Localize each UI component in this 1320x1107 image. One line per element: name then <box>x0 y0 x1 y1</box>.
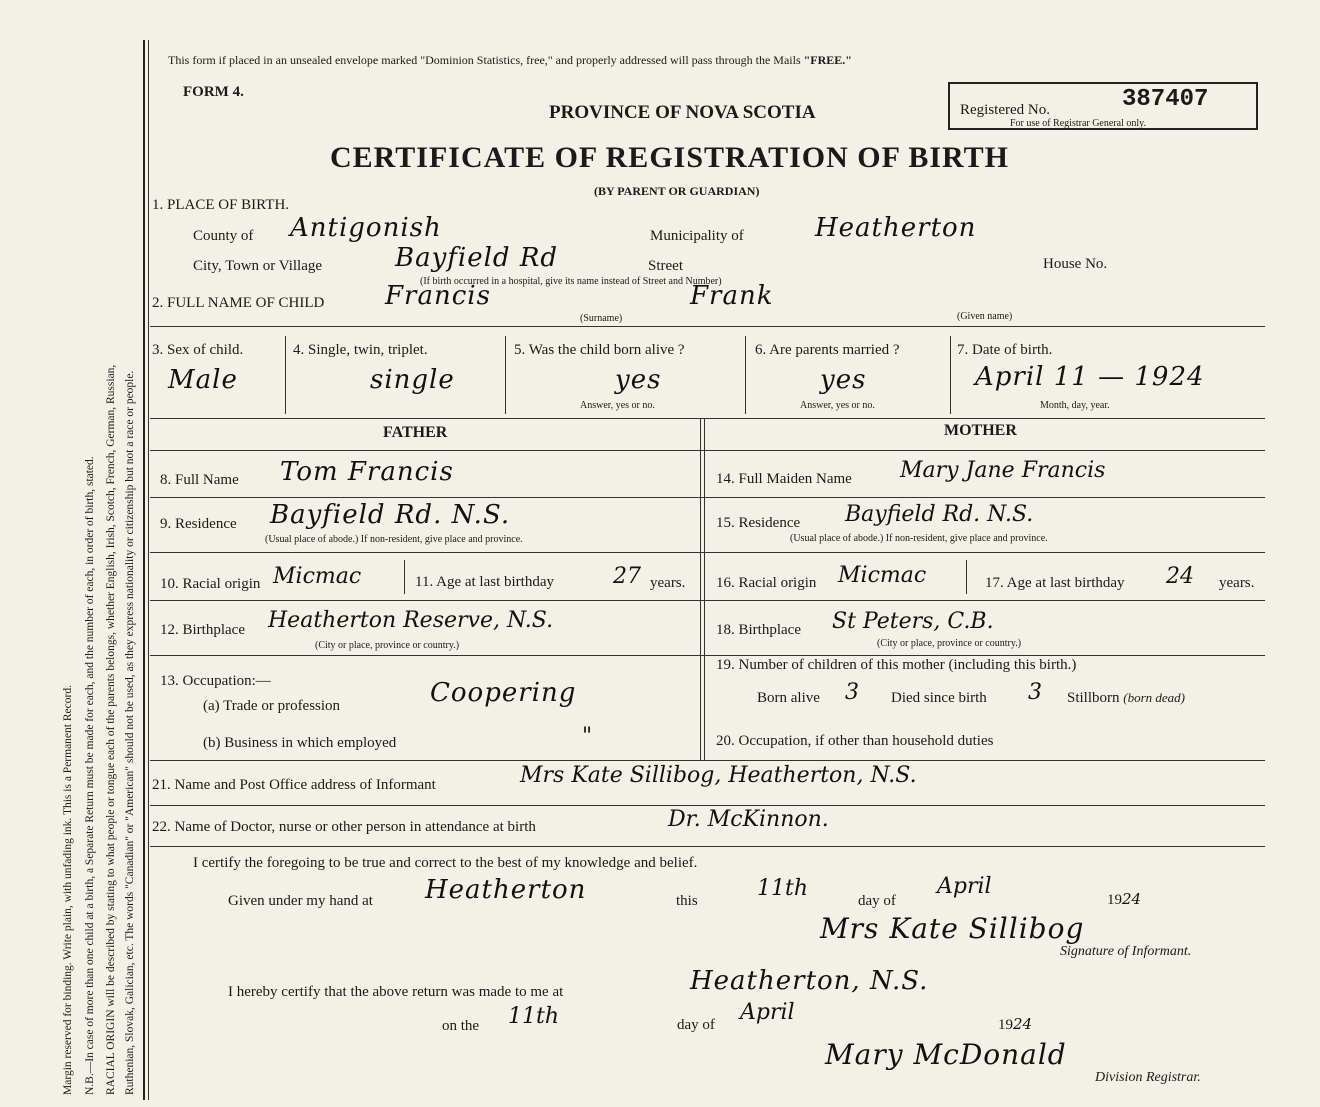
rule-row3-col4 <box>950 336 951 414</box>
stillborn-label <box>1067 690 1185 707</box>
rule-row3-col2 <box>505 336 506 414</box>
mother-birthplace-label: 18. Birthplace <box>716 622 801 638</box>
given-year <box>1107 890 1141 909</box>
city-value: Bayfield Rd <box>395 243 559 273</box>
registrar-place-value: Heatherton, N.S. <box>690 966 929 996</box>
rule-parents-row2 <box>150 497 1265 498</box>
given-year-value: 24 <box>1122 890 1142 908</box>
form-number: FORM 4. <box>183 84 244 100</box>
child-given-name-value: Frank <box>690 281 774 311</box>
born-alive-value: 3 <box>845 680 859 705</box>
registrar-month-value: April <box>740 1000 795 1025</box>
registered-number-label: Registered No. <box>960 102 1050 118</box>
rule-parents-row5 <box>150 655 1265 656</box>
mother-occupation-label: 20. Occupation, if other than household duties <box>716 733 994 749</box>
given-day-of-label: day of <box>858 893 896 909</box>
parents-married-label: 6. Are parents married ? <box>755 342 900 358</box>
mother-birthplace-value: St Peters, C.B. <box>832 609 994 634</box>
father-residence-value: Bayfield Rd. N.S. <box>270 500 511 530</box>
father-years-label: years. <box>650 575 686 591</box>
registrar-day-of-label: day of <box>677 1017 715 1033</box>
county-label: County of <box>193 228 254 244</box>
province-title: PROVINCE OF NOVA SCOTIA <box>549 102 816 123</box>
rule-doctor-top <box>150 805 1265 806</box>
mother-residence-value: Bayfield Rd. N.S. <box>845 502 1034 527</box>
municipality-label: Municipality of <box>650 228 744 244</box>
father-name-value: Tom Francis <box>280 457 454 487</box>
father-age-label: 11. Age at last birthday <box>415 574 554 590</box>
father-birthplace-value: Heatherton Reserve, N.S. <box>268 608 554 633</box>
certificate-subtitle: (BY PARENT OR GUARDIAN) <box>594 184 760 198</box>
registered-number-box <box>948 82 1258 130</box>
father-birthplace-label: 12. Birthplace <box>160 622 245 638</box>
sex-label: 3. Sex of child. <box>152 342 244 358</box>
mother-residence-label: 15. Residence <box>716 515 801 531</box>
given-month-value: April <box>937 874 992 899</box>
single-label: 4. Single, twin, triplet. <box>293 342 428 358</box>
left-border-line-inner <box>148 40 149 1100</box>
informant-signature-label: Signature of Informant. <box>1060 944 1192 959</box>
rule-parents-row4 <box>150 600 1265 601</box>
informant-label: 21. Name and Post Office address of Informant <box>152 777 436 793</box>
margin-note-3: RACIAL ORIGIN will be described by stating to what people or tongue each of the parents belongs, whether English, Irish, Scotch, French, German, Russian, <box>105 364 117 1095</box>
registrar-year-prefix: 19 <box>998 1017 1013 1033</box>
registrar-signature: Mary McDonald <box>825 1038 1067 1071</box>
rule-mother-age-divider <box>966 560 967 594</box>
given-year-prefix: 19 <box>1107 892 1122 908</box>
mother-maiden-name-value: Mary Jane Francis <box>900 458 1106 483</box>
margin-note-2: N.B.—In case of more than one child at a birth, a Separate Return must be made for each, and the number of each, in order of birth, stated. <box>84 456 96 1095</box>
born-alive-answer: yes <box>615 365 662 395</box>
rule-row3-col3 <box>745 336 746 414</box>
registrar-year-value: 24 <box>1013 1015 1033 1033</box>
rule-certify-top <box>150 846 1265 847</box>
mother-maiden-name-label: 14. Full Maiden Name <box>716 471 852 487</box>
street-label: Street <box>648 258 683 274</box>
date-of-birth-label: 7. Date of birth. <box>957 342 1053 358</box>
given-name-note: (Given name) <box>957 311 1013 322</box>
father-name-label: 8. Full Name <box>160 472 239 488</box>
registrar-on-the-label: on the <box>442 1018 480 1034</box>
place-of-birth-heading: 1. PLACE OF BIRTH. <box>152 197 290 213</box>
rule-parents-top <box>150 418 1265 419</box>
father-trade-label: (a) Trade or profession <box>203 698 341 714</box>
given-this-label: this <box>676 893 698 909</box>
father-birthplace-note: (City or place, province or country.) <box>315 640 460 651</box>
father-business-label: (b) Business in which employed <box>203 735 397 751</box>
parents-married-note: Answer, yes or no. <box>800 400 875 411</box>
born-alive-question-label: 5. Was the child born alive ? <box>514 342 685 358</box>
father-trade-value: Coopering <box>430 678 577 708</box>
sex-value: Male <box>168 365 238 395</box>
date-of-birth-note: Month, day, year. <box>1040 400 1110 411</box>
born-alive-label: Born alive <box>757 690 820 706</box>
parents-married-answer: yes <box>820 365 867 395</box>
father-residence-label: 9. Residence <box>160 516 237 532</box>
mother-years-label: years. <box>1219 575 1255 591</box>
child-name-label: 2. FULL NAME OF CHILD <box>152 295 325 311</box>
left-border-line <box>143 40 145 1100</box>
given-day-value: 11th <box>757 876 809 901</box>
county-value: Antigonish <box>290 213 442 243</box>
house-number-label: House No. <box>1043 256 1108 272</box>
registered-number-note: For use of Registrar General only. <box>1010 118 1146 129</box>
registrar-statement: I hereby certify that the above return was made to me at <box>228 984 564 1000</box>
born-alive-note: Answer, yes or no. <box>580 400 655 411</box>
street-note: (If birth occurred in a hospital, give its name instead of Street and Number) <box>420 276 722 287</box>
father-residence-note: (Usual place of abode.) If non-resident, give place and province. <box>265 534 523 545</box>
rule-informant-top <box>150 760 1265 761</box>
rule-parents-divider <box>700 418 705 760</box>
died-since-birth-label: Died since birth <box>891 690 987 706</box>
registrar-signature-label: Division Registrar. <box>1095 1070 1201 1085</box>
informant-signature: Mrs Kate Sillibog <box>820 912 1085 945</box>
mother-heading: MOTHER <box>944 422 1017 439</box>
registered-number-value: 387407 <box>1122 86 1209 113</box>
mail-note: This form if placed in an unsealed envelope marked "Dominion Statistics, free," and properly addressed will pass through the Mails "FREE." <box>168 53 852 67</box>
informant-value: Mrs Kate Sillibog, Heatherton, N.S. <box>520 763 917 788</box>
mother-residence-note: (Usual place of abode.) If non-resident, give place and province. <box>790 533 1048 544</box>
surname-note: (Surname) <box>580 313 623 324</box>
stillborn-label-text: Stillborn <box>1067 690 1120 706</box>
given-place-value: Heatherton <box>425 875 587 905</box>
margin-note-4: Ruthenian, Slovak, Galician, etc. The words "Canadian" or "American" should not be used, as they express nationality or citizenship but not a race or people. <box>124 370 136 1095</box>
rule-parents-row1 <box>150 450 1265 451</box>
doctor-value: Dr. McKinnon. <box>668 807 829 832</box>
doctor-label: 22. Name of Doctor, nurse or other person in attendance at birth <box>152 819 536 835</box>
died-since-birth-value: 3 <box>1028 680 1042 705</box>
registrar-year <box>998 1015 1032 1034</box>
child-surname-value: Francis <box>385 281 491 311</box>
mother-racial-origin-label: 16. Racial origin <box>716 575 817 591</box>
registrar-day-value: 11th <box>508 1004 560 1029</box>
certificate-title: CERTIFICATE OF REGISTRATION OF BIRTH <box>330 141 1009 174</box>
mother-racial-origin-value: Micmac <box>838 563 927 588</box>
city-label: City, Town or Village <box>193 258 323 274</box>
father-occupation-label: 13. Occupation:— <box>160 673 271 689</box>
stillborn-note: (born dead) <box>1123 690 1186 705</box>
father-business-value: " <box>582 724 593 749</box>
father-racial-origin-label: 10. Racial origin <box>160 576 261 592</box>
rule-parents-row3 <box>150 552 1265 553</box>
mother-age-value: 24 <box>1166 564 1194 589</box>
father-heading: FATHER <box>383 424 448 441</box>
given-under-hand-label: Given under my hand at <box>228 893 373 909</box>
rule-father-age-divider <box>404 560 405 594</box>
rule-row3-col1 <box>285 336 286 414</box>
father-age-value: 27 <box>613 564 641 589</box>
rule-row3-top <box>150 326 1265 327</box>
father-racial-origin-value: Micmac <box>273 564 362 589</box>
mother-age-label: 17. Age at last birthday <box>985 575 1125 591</box>
date-of-birth-value: April 11 — 1924 <box>975 362 1205 392</box>
mother-birthplace-note: (City or place, province or country.) <box>877 638 1022 649</box>
margin-note-1: Margin reserved for binding. Write plain, with unfading ink. This is a Permanent Record. <box>62 685 74 1095</box>
municipality-value: Heatherton <box>815 213 977 243</box>
single-value: single <box>370 365 455 395</box>
certify-statement: I certify the foregoing to be true and correct to the best of my knowledge and belief. <box>193 855 698 871</box>
mother-children-label: 19. Number of children of this mother (including this birth.) <box>716 657 1077 673</box>
